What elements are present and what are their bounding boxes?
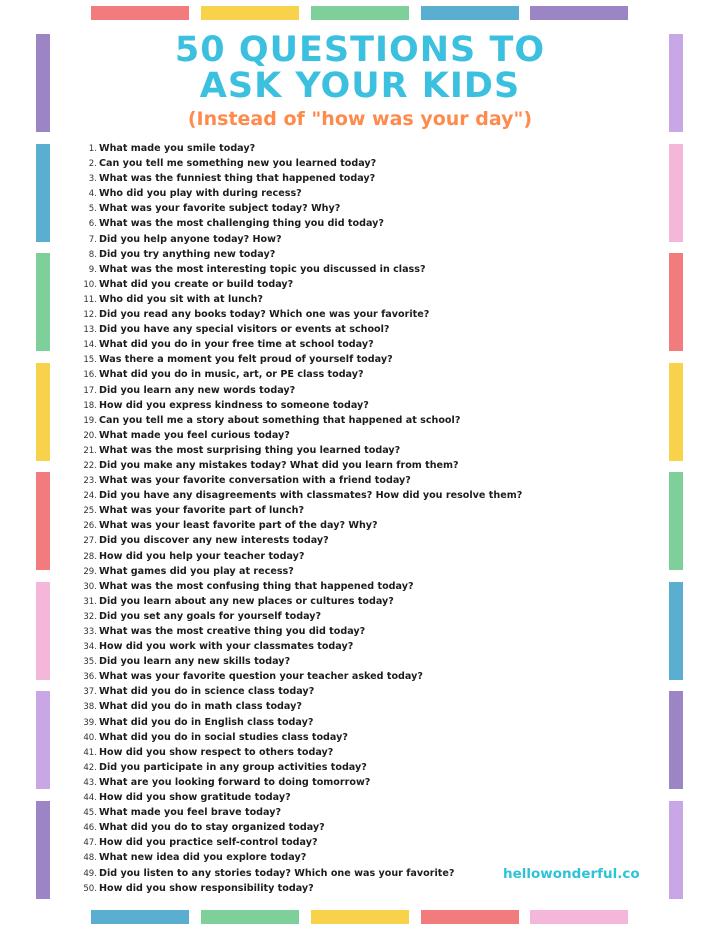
question-number: 19. bbox=[83, 415, 97, 426]
question-text: What made you feel curious today? bbox=[99, 429, 290, 441]
question-text: Did you learn any new skills today? bbox=[99, 656, 291, 668]
question-number: 8. bbox=[88, 249, 97, 260]
question-text: What was your favorite part of lunch? bbox=[99, 505, 305, 517]
question-text: What was the most confusing thing that happened today? bbox=[99, 580, 414, 592]
question-item bbox=[80, 518, 600, 533]
right-bar-8 bbox=[669, 801, 683, 899]
question-text: What was your favorite question your teacher asked today? bbox=[99, 671, 423, 683]
question-text: What was the most surprising thing you learned today? bbox=[99, 444, 401, 456]
question-number: 11. bbox=[83, 294, 97, 305]
question-text: Was there a moment you felt proud of yourself today? bbox=[99, 354, 393, 366]
question-text: How did you express kindness to someone today? bbox=[99, 399, 369, 411]
question-number: 27. bbox=[83, 536, 97, 547]
question-number: 28. bbox=[83, 551, 97, 562]
question-item bbox=[80, 216, 600, 231]
top-bar-green bbox=[311, 6, 409, 20]
question-number: 41. bbox=[83, 747, 97, 758]
question-number: 26. bbox=[83, 521, 97, 532]
question-item bbox=[80, 745, 600, 760]
question-item bbox=[80, 594, 600, 609]
question-number: 9. bbox=[88, 264, 97, 275]
question-number: 1. bbox=[88, 144, 97, 154]
question-text: What was the most creative thing you did today? bbox=[99, 626, 366, 637]
question-text: Did you try anything new today? bbox=[99, 248, 276, 260]
question-number: 29. bbox=[83, 566, 97, 577]
question-number: 22. bbox=[83, 460, 97, 471]
question-number: 21. bbox=[83, 445, 97, 456]
question-text: Did you set any goals for yourself today? bbox=[99, 610, 322, 622]
question-item bbox=[80, 699, 600, 714]
question-item bbox=[80, 715, 600, 730]
question-number: 13. bbox=[83, 325, 97, 336]
question-item bbox=[80, 579, 600, 594]
question-number: 7. bbox=[88, 234, 97, 245]
question-item bbox=[80, 473, 600, 488]
question-number: 6. bbox=[88, 219, 97, 230]
question-text: What new idea did you explore today? bbox=[99, 852, 307, 864]
question-text: What was the most challenging thing you did today? bbox=[99, 218, 384, 230]
question-text: How did you work with your classmates today? bbox=[99, 641, 354, 653]
left-bar-6 bbox=[36, 582, 50, 680]
question-text: What was the most interesting topic you discussed in class? bbox=[99, 263, 426, 275]
question-item bbox=[80, 624, 600, 639]
bottom-bar-green bbox=[201, 910, 299, 924]
left-bar-3 bbox=[36, 253, 50, 351]
question-item bbox=[80, 413, 600, 428]
question-item bbox=[80, 443, 600, 458]
question-text: Can you tell me something new you learned today? bbox=[99, 158, 377, 170]
question-number: 32. bbox=[83, 611, 97, 622]
question-item bbox=[80, 156, 600, 171]
question-item bbox=[80, 262, 600, 277]
question-number: 23. bbox=[83, 476, 97, 487]
question-item bbox=[80, 307, 600, 322]
question-number: 50. bbox=[83, 883, 97, 894]
question-item bbox=[80, 503, 600, 518]
question-item bbox=[80, 881, 600, 896]
question-number: 2. bbox=[88, 159, 97, 170]
question-text: What made you feel brave today? bbox=[99, 807, 282, 819]
question-number: 44. bbox=[83, 793, 97, 804]
right-bar-3 bbox=[669, 253, 683, 351]
question-item bbox=[80, 775, 600, 790]
question-text: What did you create or build today? bbox=[99, 278, 294, 290]
question-text: Did you read any books today? Which one was your favorite? bbox=[99, 309, 430, 321]
question-text: What did you do in your free time at school today? bbox=[99, 339, 374, 351]
question-number: 33. bbox=[83, 627, 97, 637]
question-item bbox=[80, 850, 600, 865]
question-item bbox=[80, 247, 600, 262]
website-credit: hellowonderful.co bbox=[503, 866, 640, 882]
question-number: 17. bbox=[83, 385, 97, 396]
question-number: 36. bbox=[83, 672, 97, 683]
question-item bbox=[80, 337, 600, 352]
question-text: Who did you sit with at lunch? bbox=[99, 293, 263, 305]
question-text: Who did you play with during recess? bbox=[99, 188, 302, 200]
question-number: 5. bbox=[88, 204, 97, 215]
left-bar-2 bbox=[36, 144, 50, 242]
page-title-line2: ASK YOUR KIDS bbox=[199, 66, 521, 106]
question-number: 40. bbox=[83, 732, 97, 743]
question-item bbox=[80, 458, 600, 473]
question-number: 49. bbox=[83, 868, 97, 879]
question-item bbox=[80, 488, 600, 503]
question-number: 48. bbox=[83, 853, 97, 864]
question-item bbox=[80, 760, 600, 775]
question-text: How did you show gratitude today? bbox=[99, 792, 291, 804]
question-item bbox=[80, 609, 600, 624]
question-item bbox=[80, 398, 600, 413]
question-text: Did you learn any new words today? bbox=[99, 384, 296, 396]
question-text: What was the funniest thing that happened today? bbox=[99, 173, 376, 185]
bottom-bar-blue bbox=[91, 910, 189, 924]
question-item bbox=[80, 654, 600, 669]
question-number: 4. bbox=[88, 189, 97, 200]
question-item bbox=[80, 639, 600, 654]
question-item bbox=[80, 790, 600, 805]
question-item bbox=[80, 367, 600, 382]
left-bar-7 bbox=[36, 691, 50, 789]
question-number: 14. bbox=[83, 340, 97, 351]
top-bar-red bbox=[91, 6, 189, 20]
question-text: What did you do in social studies class today? bbox=[99, 731, 348, 743]
question-text: What did you do in math class today? bbox=[99, 701, 302, 713]
top-bar-blue bbox=[421, 6, 519, 20]
question-item bbox=[80, 201, 600, 216]
left-bar-5 bbox=[36, 472, 50, 570]
question-number: 37. bbox=[83, 687, 97, 698]
top-bar-purple bbox=[530, 6, 628, 20]
question-text: What games did you play at recess? bbox=[99, 565, 294, 577]
question-number: 43. bbox=[83, 777, 97, 788]
question-item bbox=[80, 383, 600, 398]
question-number: 31. bbox=[83, 596, 97, 607]
question-number: 10. bbox=[83, 279, 97, 290]
question-number: 38. bbox=[83, 702, 97, 713]
question-text: Did you learn about any new places or cultures today? bbox=[99, 595, 394, 607]
question-text: What did you do in English class today? bbox=[99, 716, 314, 728]
bottom-bar-pink bbox=[530, 910, 628, 924]
question-number: 18. bbox=[83, 400, 97, 411]
top-bar-yellow bbox=[201, 6, 299, 20]
question-number: 46. bbox=[83, 823, 97, 834]
question-item bbox=[80, 322, 600, 337]
question-number: 20. bbox=[83, 430, 97, 441]
question-item bbox=[80, 669, 600, 684]
question-text: Did you discover any new interests today? bbox=[99, 535, 329, 547]
question-item bbox=[80, 684, 600, 699]
question-item bbox=[80, 835, 600, 850]
question-item bbox=[80, 549, 600, 564]
question-number: 39. bbox=[83, 717, 97, 728]
question-number: 12. bbox=[83, 310, 97, 321]
question-item bbox=[80, 564, 600, 579]
question-item bbox=[80, 820, 600, 835]
question-item bbox=[80, 277, 600, 292]
page-title-line1: 50 QUESTIONS TO bbox=[174, 30, 546, 70]
question-text: What did you do in music, art, or PE class today? bbox=[99, 369, 364, 381]
question-text: Did you participate in any group activities today? bbox=[99, 761, 367, 773]
question-text: Did you have any special visitors or events at school? bbox=[99, 324, 390, 336]
question-number: 34. bbox=[83, 642, 97, 653]
left-bar-4 bbox=[36, 363, 50, 461]
question-text: Did you have any disagreements with classmates? How did you resolve them? bbox=[99, 490, 523, 502]
question-text: How did you show respect to others today? bbox=[99, 746, 334, 758]
question-item bbox=[80, 232, 600, 247]
right-bar-5 bbox=[669, 472, 683, 570]
question-item bbox=[80, 352, 600, 367]
question-item bbox=[80, 171, 600, 186]
question-number: 3. bbox=[88, 174, 97, 185]
question-number: 35. bbox=[83, 657, 97, 668]
question-text: How did you help your teacher today? bbox=[99, 550, 305, 562]
bottom-bar-yellow bbox=[311, 910, 409, 924]
question-text: What was your least favorite part of the day? Why? bbox=[99, 520, 378, 532]
question-text: Did you listen to any stories today? Which one was your favorite? bbox=[99, 867, 455, 879]
question-number: 42. bbox=[83, 762, 97, 773]
bottom-bar-red bbox=[421, 910, 519, 924]
question-number: 30. bbox=[83, 581, 97, 592]
question-number: 24. bbox=[83, 491, 97, 502]
question-text: Did you help anyone today? How? bbox=[99, 233, 282, 245]
question-text: How did you practice self-control today? bbox=[99, 837, 318, 849]
question-item bbox=[80, 533, 600, 548]
question-number: 15. bbox=[83, 355, 97, 366]
question-number: 45. bbox=[83, 808, 97, 819]
question-item bbox=[80, 141, 600, 156]
question-text: What did you do to stay organized today? bbox=[99, 822, 325, 834]
question-item bbox=[80, 292, 600, 307]
question-item bbox=[80, 186, 600, 201]
page-subtitle: (Instead of "how was your day") bbox=[187, 108, 533, 130]
question-item bbox=[80, 428, 600, 443]
question-text: What made you smile today? bbox=[99, 143, 256, 154]
question-text: What was your favorite subject today? Why? bbox=[99, 203, 341, 215]
question-text: Did you make any mistakes today? What did you learn from them? bbox=[99, 459, 459, 471]
question-text: What was your favorite conversation with a friend today? bbox=[99, 475, 411, 487]
question-text: What did you do in science class today? bbox=[99, 686, 315, 698]
question-text: How did you show responsibility today? bbox=[99, 882, 314, 894]
right-bar-7 bbox=[669, 691, 683, 789]
question-number: 16. bbox=[83, 370, 97, 381]
left-bar-8 bbox=[36, 801, 50, 899]
question-item bbox=[80, 805, 600, 820]
question-text: Can you tell me a story about something that happened at school? bbox=[99, 414, 461, 426]
question-text: What are you looking forward to doing tomorrow? bbox=[99, 776, 371, 788]
question-number: 25. bbox=[83, 506, 97, 517]
question-list bbox=[80, 141, 600, 896]
right-bar-2 bbox=[669, 144, 683, 242]
right-bar-6 bbox=[669, 582, 683, 680]
question-number: 47. bbox=[83, 838, 97, 849]
question-item bbox=[80, 730, 600, 745]
right-bar-4 bbox=[669, 363, 683, 461]
